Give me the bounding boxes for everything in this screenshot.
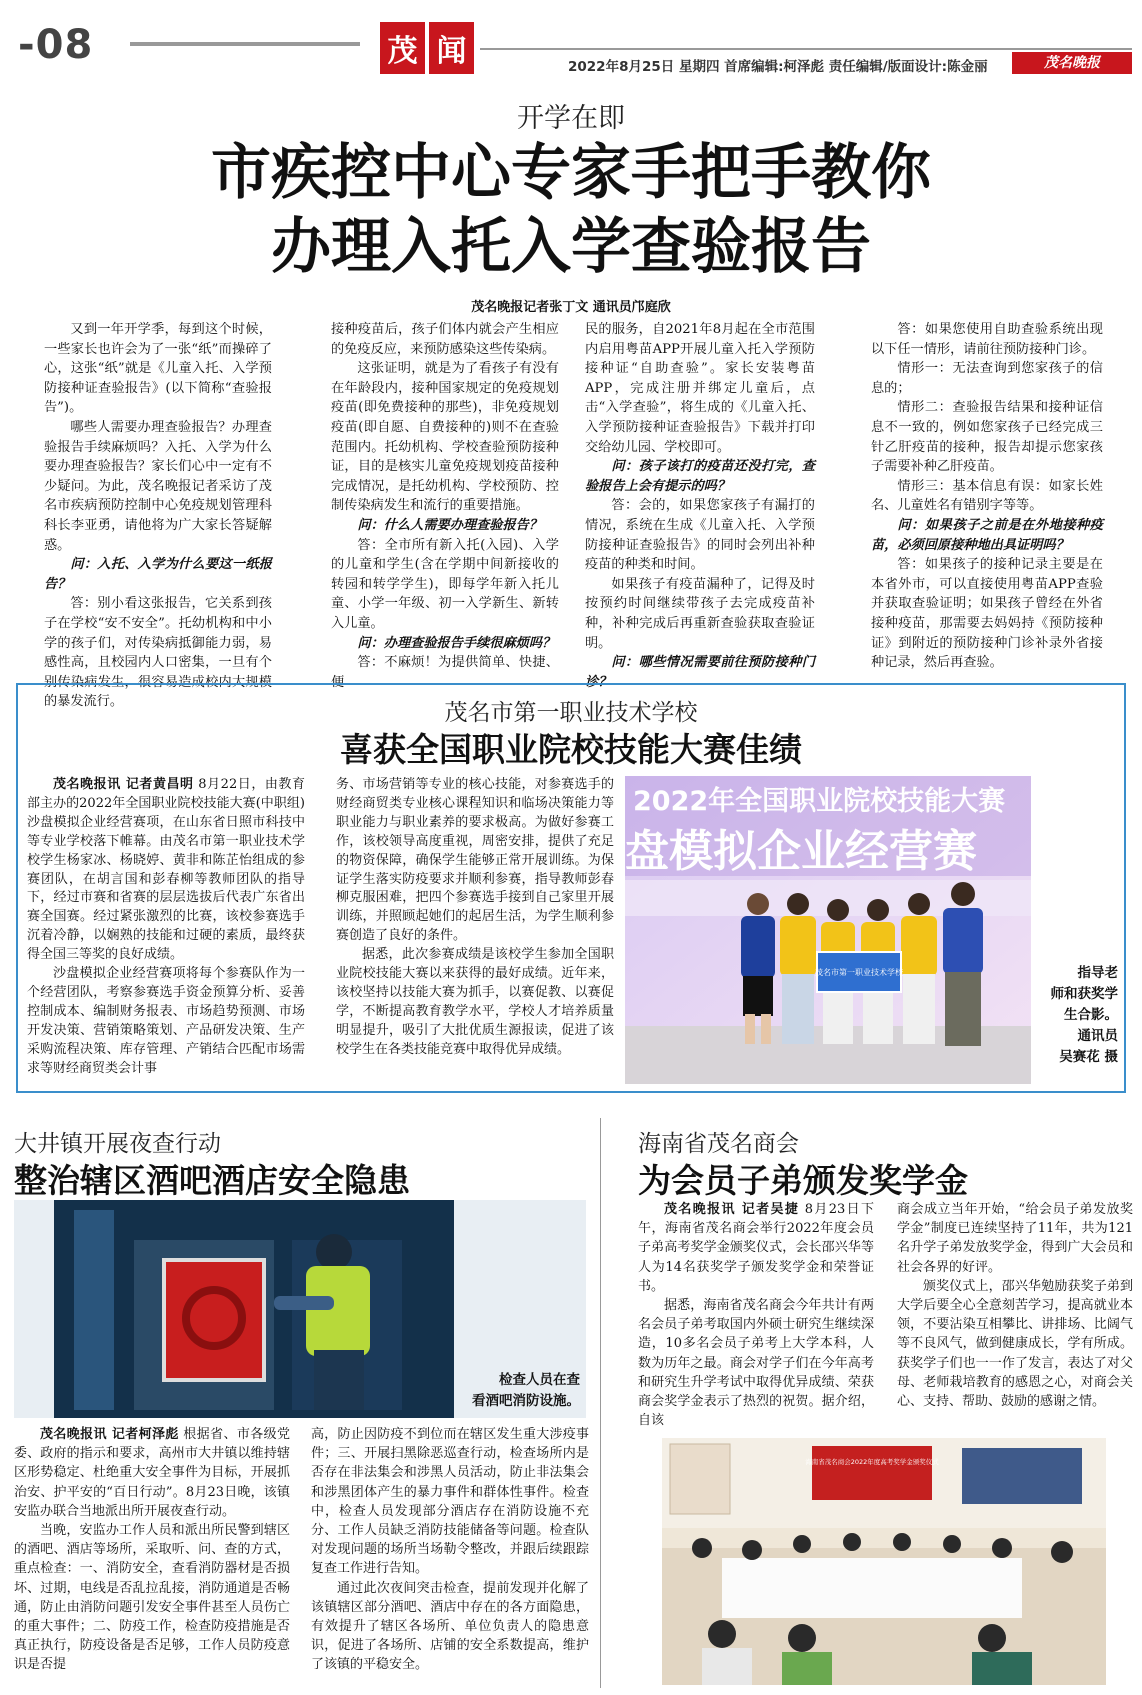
paragraph: 情形三：基本信息有误：如家长姓名、儿童姓名有错别字等等。 bbox=[871, 478, 1103, 514]
paragraph-text: 8月23日下午，海南省茂名商会举行2022年度会员子弟高考奖学金颁奖仪式，会长邵兴华等人为14名获奖学子颁发奖学金和荣誉证书。 bbox=[638, 1202, 874, 1294]
question: 问：什么人需要办理查验报告？ bbox=[357, 517, 543, 533]
caption-line: 指导老 bbox=[1077, 965, 1118, 981]
paragraph bbox=[27, 776, 305, 965]
answer: 答：不麻烦！为提供简单、快捷、便 bbox=[331, 655, 559, 690]
lead-column-3 bbox=[585, 320, 815, 690]
caption-line: 检查人员在查 bbox=[499, 1372, 580, 1388]
hainan-title: 为会员子弟颁发奖学金 bbox=[638, 1161, 968, 1200]
question: 问：如果孩子之前是在外地接种疫苗，必须回原接种地出具证明吗？ bbox=[871, 517, 1103, 553]
paragraph: 据悉，海南省茂名商会今年共计有两名会员子弟考取国内外硕士研究生继续深造，10多名会员子弟考上大学本科，人数为历年之最。商会对学子们在今年高考和研究生升学考试中取得优异成绩、荣获商会奖学金表示了热烈的祝贺。据介绍，自该 bbox=[638, 1298, 874, 1429]
lead-column-1 bbox=[44, 320, 272, 710]
award-group-photo bbox=[625, 776, 1031, 1084]
question: 问：孩子该打的疫苗还没打完，查验报告上会有提示的吗？ bbox=[585, 459, 815, 494]
section-stamp bbox=[380, 22, 474, 74]
skills-title: 喜获全国职业院校技能大赛佳绩 bbox=[340, 730, 802, 769]
paragraph: 沙盘模拟企业经营赛项将每个参赛队作为一个经营团队，考察参赛选手资金预算分析、妥善控制成本、编制财务报表、市场趋势预测、市场开发决策、营销策略策划、产品研发决策、生产采购流程决策、库存管理、产销结合匹配市场需求等财经商贸类会计事 bbox=[27, 966, 305, 1076]
hainan-column-1 bbox=[638, 1200, 874, 1428]
lead-title-line2: 办理入托入学查验报告 bbox=[271, 212, 871, 282]
paragraph: 民的服务，自2021年8月起在全市范围内启用粤苗APP开展儿童入托入学预防接种证“自助查验”。家长安装粤苗APP，完成注册并绑定儿童后，点击“入学查验”，将生成的《儿童入托、入学预防接种证查验报告》下载并打印交给幼儿园、学校即可。 bbox=[585, 322, 815, 455]
paragraph: 接种疫苗后，孩子们体内就会产生相应的免疫反应，来预防感染这些传染病。 bbox=[331, 322, 559, 357]
answer: 答：全市所有新入托(入园)、入学的儿童和学生(含在学期中间新接收的转园和转学学生)，即每学年新入托儿童、小学一年级、初一入学新生、新转入儿童。 bbox=[331, 537, 559, 631]
paragraph: 颁奖仪式上，邵兴华勉励获奖子弟到大学后要全心全意刻苦学习，提高就业本领，不要沾染互相攀比、讲排场、比阔气等不良风气，做到健康成长，学有所成。获奖学子们也一一作了发言，表达了对父母、老师栽培教育的感恩之心，对商会关心、支持、帮助、鼓励的感谢之情。 bbox=[897, 1278, 1133, 1410]
lead-column-2 bbox=[331, 320, 559, 690]
banner-line2: 盘模拟企业经营赛 bbox=[625, 826, 977, 877]
paragraph: 如果孩子有疫苗漏种了，记得及时按预约时间继续带孩子去完成疫苗补种，补种完成后再重新查验获取查验证明。 bbox=[585, 576, 815, 651]
lead-byline: 茂名晚报记者张丁文 通讯员邝庭欣 bbox=[471, 300, 671, 315]
inspection-photo-caption bbox=[440, 1370, 580, 1412]
ceremony-banner-text: 海南省茂名商会2022年度高考奖学金颁奖仪式 bbox=[805, 1458, 939, 1466]
dajing-kicker: 大井镇开展夜查行动 bbox=[14, 1131, 221, 1157]
lead-column-4 bbox=[871, 320, 1103, 671]
paragraph: 高，防止因防疫不到位而在辖区发生重大涉疫事件；三、开展扫黑除恶巡查行动，检查场所内是否存在非法集会和涉黑人员活动，防止非法集会和涉黑团体产生的暴力事件和群体性事件。检查中，检查人员发现部分酒店存在消防设施不充分、工作人员缺乏消防技能储备等问题。检查队对发现问题的场所当场勒令整改，并跟后续跟踪复查工作进行告知。 bbox=[311, 1427, 589, 1577]
section-char-1: 茂 bbox=[380, 22, 425, 74]
paragraph bbox=[638, 1200, 874, 1296]
held-sign-text: 茂名市第一职业技术学校 bbox=[815, 968, 903, 977]
dajing-column-1 bbox=[14, 1425, 290, 1691]
dajing-title: 整治辖区酒吧酒店安全隐患 bbox=[14, 1161, 410, 1200]
caption-line: 师和获奖学 bbox=[1050, 986, 1118, 1002]
answer: 答：如果您使用自助查验系统出现以下任一情形，请前往预防接种门诊。 bbox=[871, 322, 1103, 357]
question: 问：入托、入学为什么要这一纸报告？ bbox=[44, 557, 272, 592]
answer: 答：如果孩子的接种记录主要是在本省外市，可以直接使用粤苗APP查验并获取查验证明；如果孩子曾经在外省接种疫苗，那需要去妈妈持《预防接种证》到附近的预防接种门诊补录外省接种记录，然后再查验。 bbox=[871, 557, 1103, 671]
answer: 答：别小看这张报告，它关系到孩子在学校“安不安全”。托幼机构和中小学的孩子们，对传染病抵御能力弱，易感性高，且校园内人口密集，一旦有个别传染病发生，很容易造成校内大规模的暴发流行。 bbox=[44, 596, 272, 710]
award-photo-illustration bbox=[625, 776, 1031, 1084]
hainan-kicker: 海南省茂名商会 bbox=[638, 1131, 799, 1157]
paragraph: 哪些人需要办理查验报告？办理查验报告手续麻烦吗？入托、入学为什么要办理查验报告？家长们心中一定有不少疑问。为此，茂名晚报记者采访了茂名市疾病预防控制中心免疫规划管理科科长李亚勇，请他将为广大家长答疑解惑。 bbox=[44, 419, 272, 553]
banner-line1: 2022年全国职业院校技能大赛 bbox=[633, 786, 1006, 817]
skills-kicker: 茂名市第一职业技术学校 bbox=[444, 700, 698, 726]
caption-line: 生合影。 bbox=[1064, 1007, 1118, 1023]
paragraph-text: 8月22日，由教育部主办的2022年全国职业院校技能大赛(中职组)沙盘模拟企业经营赛项，在山东省日照市科技中等专业学校落下帷幕。由茂名市第一职业技术学校学生杨家冰、杨晓婷、黄非和陈芷怡组成的参赛团队，在胡言国和彭春柳等教师团队的指导下，经过市赛和省赛的层层选拔后代表广东省出赛全国赛。经过紧张激烈的比赛，该校参赛选手沉着冷静，以娴熟的技能和过硬的素质，最终获得全国三等奖的良好成绩。 bbox=[27, 777, 305, 963]
question: 问：哪些情况需要前往预防接种门诊？ bbox=[585, 655, 815, 690]
paragraph: 又到一年开学季，每到这个时候，一些家长也许会为了一张“纸”而操碎了心，这张“纸”就是《儿童入托、入学预防接种证查验报告》(以下简称“查验报告”)。 bbox=[44, 322, 272, 416]
dateline: 2022年8月25日 星期四 首席编辑:柯泽彪 责任编辑/版面设计:陈金丽 bbox=[568, 59, 988, 75]
lead-title-line1: 市疾控中心专家手把手教你 bbox=[211, 138, 931, 208]
caption-line: 吴赛花 摄 bbox=[1059, 1049, 1118, 1065]
page-number: -08 bbox=[18, 22, 94, 68]
paragraph: 务、市场营销等专业的核心技能，对参赛选手的财经商贸类专业核心课程知识和临场决策能力等职业能力与职业素养的要求极高。为做好参赛工作，该校领导高度重视，周密安排，提供了充足的物资保障，确保学生能够正常开展训练。为保证学生落实防疫要求并顺利参赛，指导教师彭春柳克服困难，把四个参赛选手接到自己家里开展训练，并照顾起她们的起居生活，为学生顺利参赛创造了良好的条件。 bbox=[336, 777, 614, 944]
dajing-lead-bold: 茂名晚报讯 记者柯泽彪 bbox=[40, 1427, 179, 1442]
paragraph: 情形一：无法查询到您家孩子的信息的； bbox=[871, 361, 1103, 396]
paragraph bbox=[14, 1425, 290, 1521]
paragraph: 当晚，安监办工作人员和派出所民警到辖区的酒吧、酒店等场所，采取听、问、查的方式，重点检查：一、消防安全，查看消防器材是否损坏、过期，电线是否乱拉乱接，消防通道是否畅通，防止由消防问题引发安全事件甚至人员伤亡的重大事件；二、防疫工作，检查防疫措施是否真正执行，防疫设备是否足够，工作人员防疫意识是否提 bbox=[14, 1523, 290, 1673]
column-divider bbox=[600, 1118, 601, 1688]
hainan-column-2 bbox=[897, 1200, 1133, 1428]
answer: 答：会的，如果您家孩子有漏打的情况，系统在生成《儿童入托、入学预防接种证查验报告》的同时会列出补种疫苗的种类和时间。 bbox=[585, 498, 815, 573]
paragraph-text: 根据省、市各级党委、政府的指示和要求，高州市大井镇以维持辖区形势稳定、杜绝重大安全事件为目标，开展抓治安、护平安的“百日行动”。8月23日晚，该镇安监办联合当地派出所开展夜查行动。 bbox=[14, 1427, 290, 1519]
skills-column-1 bbox=[27, 776, 305, 1088]
skills-lead-bold: 茂名晚报讯 记者黄昌明 bbox=[53, 777, 194, 792]
caption-line: 看酒吧消防设施。 bbox=[472, 1393, 580, 1409]
skills-column-2 bbox=[336, 776, 614, 1088]
paragraph: 这张证明，就是为了看孩子有没有在年龄段内，接种国家规定的免疫规划疫苗(即免费接种的那些)，非免疫规划疫苗(即自愿、自费接种的)则不在查验范围内。托幼机构、学校查验预防接种证，目的是核实儿童免疫规划疫苗接种完成情况，是托幼机构、学校预防、控制传染病发生和流行的重要措施。 bbox=[331, 361, 559, 514]
award-photo-caption bbox=[1030, 963, 1118, 1068]
hainan-lead-bold: 茂名晚报讯 记者吴捷 bbox=[664, 1202, 800, 1217]
lead-kicker: 开学在即 bbox=[517, 103, 625, 134]
paragraph: 据悉，此次参赛成绩是该校学生参加全国职业院校技能大赛以来获得的最好成绩。近年来，该校坚持以技能大赛为抓手，以赛促教、以赛促学，不断提高教育教学水平，学校人才培养质量明显提升，吸引了大批优质生源报读，促进了该校学生在各类技能竞赛中取得优异成绩。 bbox=[336, 947, 614, 1057]
question: 问：办理查验报告手续很麻烦吗？ bbox=[357, 635, 556, 651]
header-rule-right bbox=[480, 48, 1132, 50]
dajing-column-2 bbox=[311, 1425, 589, 1691]
ceremony-photo-illustration bbox=[662, 1438, 1106, 1685]
caption-line: 通讯员 bbox=[1077, 1028, 1118, 1044]
brand-logo: 茂名晚报 bbox=[1012, 52, 1132, 74]
paragraph: 情形二：查验报告结果和接种证信息不一致的，例如您家孩子已经完成三针乙肝疫苗的接种，报告却提示您家孩子需要补种乙肝疫苗。 bbox=[871, 400, 1103, 475]
header-rule bbox=[130, 42, 360, 46]
paragraph: 通过此次夜间突击检查，提前发现并化解了该镇辖区部分酒吧、酒店中存在的各方面隐患，有效提升了辖区各场所、单位负责人的隐患意识，促进了各场所、店铺的安全系数提高，维护了该镇的平稳安全。 bbox=[311, 1580, 589, 1673]
paragraph: 商会成立当年开始，“给会员子弟发放奖学金”制度已连续坚持了11年，共为121名升学子弟发放奖学金，得到广大会员和社会各界的好评。 bbox=[897, 1202, 1133, 1275]
ceremony-photo bbox=[662, 1438, 1106, 1685]
section-char-2: 闻 bbox=[429, 22, 474, 74]
